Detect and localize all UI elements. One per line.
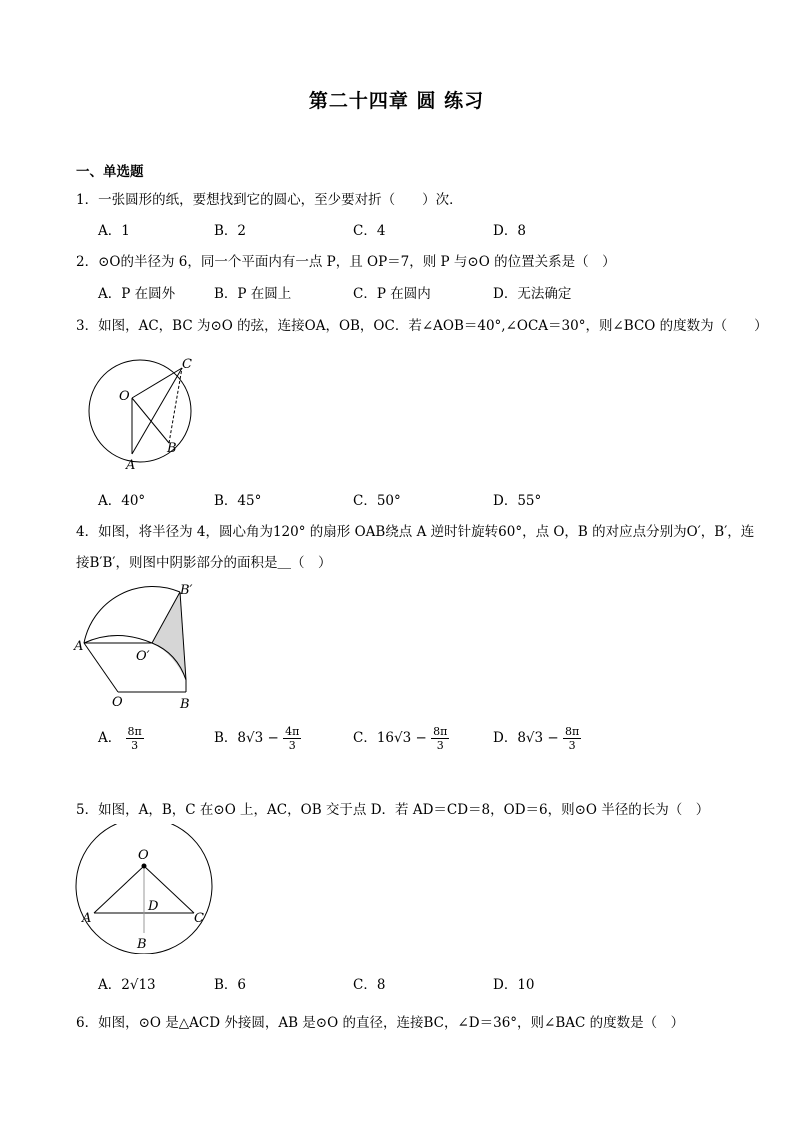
q1-option-a: A．1 bbox=[98, 223, 130, 239]
q5-label-o: O bbox=[138, 848, 149, 863]
q4-option-b bbox=[214, 725, 301, 752]
question-1-stem: 1．一张圆形的纸，要想找到它的圆心，至少要对折（ ）次． bbox=[76, 192, 463, 208]
q5-option-b: B．6 bbox=[214, 977, 247, 993]
q4-option-c-num: 8π bbox=[433, 725, 448, 738]
q2-option-b: B．P 在圆上 bbox=[214, 286, 292, 302]
q4-option-b-num: 4π bbox=[285, 725, 300, 738]
q4-label-o: O bbox=[112, 695, 123, 710]
q4-option-b-den: 3 bbox=[288, 739, 296, 752]
q3-label-o: O bbox=[119, 389, 130, 404]
q4-label-b-prime: B′ bbox=[180, 583, 193, 598]
q4-option-b-prefix: B．8√3 − bbox=[214, 730, 279, 746]
q4-option-a-den: 3 bbox=[131, 739, 139, 752]
q4-option-c-den: 3 bbox=[436, 739, 444, 752]
page-title: 第二十四章 圆 练习 bbox=[308, 90, 485, 112]
q5-segment-oa bbox=[94, 866, 144, 913]
q5-label-b: B bbox=[137, 937, 147, 952]
question-2-stem: 2．⊙O的半径为 6，同一个平面内有一点 P，且 OP＝7，则 P 与⊙O 的位置关系是（ ） bbox=[76, 254, 616, 270]
q4-label-b: B bbox=[180, 697, 190, 712]
q5-option-d: D．10 bbox=[493, 977, 535, 993]
q4-option-a-num: 8π bbox=[127, 725, 142, 738]
question-5-stem: 5．如图，A，B，C 在⊙O 上，AC，OB 交于点 D．若 AD＝CD＝8，OD＝6，则⊙O 半径的长为（ ） bbox=[76, 802, 710, 818]
q4-option-d-den: 3 bbox=[568, 739, 576, 752]
q5-option-a: A．2√13 bbox=[98, 977, 156, 993]
question-6-stem: 6．如图，⊙O 是△ACD 外接圆，AB 是⊙O 的直径，连接BC，∠D＝36°，则∠BAC 的度数是（ ） bbox=[76, 1015, 685, 1031]
q4-option-c-prefix: C．16√3 − bbox=[353, 730, 427, 746]
q4-option-d-fraction bbox=[563, 725, 581, 752]
q5-label-a: A bbox=[82, 911, 92, 926]
q3-option-c: C．50° bbox=[353, 493, 401, 509]
q4-option-d-num: 8π bbox=[565, 725, 580, 738]
question-3-stem: 3．如图，AC，BC 为⊙O 的弦，连接OA，OB，OC．若∠AOB＝40°,∠OCA＝30°，则∠BCO 的度数为（ ） bbox=[76, 318, 768, 334]
q4-sector-figure bbox=[72, 580, 202, 712]
q4-segment-ao bbox=[84, 643, 118, 692]
q4-label-o-prime: O′ bbox=[136, 649, 150, 664]
q3-option-b: B．45° bbox=[214, 493, 262, 509]
q4-option-d-prefix: D．8√3 − bbox=[493, 730, 559, 746]
question-4-stem-line2: 接B′B′，则图中阴影部分的面积是＿（ ） bbox=[76, 555, 332, 571]
q4-option-a-fraction bbox=[126, 725, 144, 752]
q4-option-c-fraction bbox=[431, 725, 449, 752]
q3-segment-oc bbox=[132, 368, 182, 398]
q1-option-b: B．2 bbox=[214, 223, 247, 239]
section-heading: 一、单选题 bbox=[76, 164, 144, 180]
question-4-stem-line1: 4．如图，将半径为 4，圆心角为120° 的扇形 OAB绕点 A 逆时针旋转60°，点 O，B 的对应点分别为O′，B′，连 bbox=[76, 524, 755, 540]
q2-option-c: C．P 在圆内 bbox=[353, 286, 431, 302]
q2-option-a: A．P 在圆外 bbox=[98, 286, 176, 302]
q3-option-a: A．40° bbox=[98, 493, 146, 509]
q3-segment-ob bbox=[132, 398, 169, 443]
q4-option-c bbox=[353, 725, 449, 752]
q3-label-a: A bbox=[126, 458, 136, 473]
q5-option-c: C．8 bbox=[353, 977, 386, 993]
q1-option-d: D．8 bbox=[493, 223, 526, 239]
q4-option-a bbox=[98, 725, 144, 752]
q5-center-dot bbox=[142, 864, 147, 869]
q3-label-c: C bbox=[182, 357, 192, 372]
q5-label-d: D bbox=[148, 899, 159, 914]
q4-option-a-prefix: A． bbox=[98, 730, 122, 746]
q2-option-d: D．无法确定 bbox=[493, 286, 572, 302]
q1-option-c: C．4 bbox=[353, 223, 386, 239]
q3-circle-figure bbox=[74, 356, 206, 476]
q5-label-c: C bbox=[194, 911, 204, 926]
q3-label-b: B bbox=[167, 441, 177, 456]
q4-option-d bbox=[493, 725, 581, 752]
q3-option-d: D．55° bbox=[493, 493, 542, 509]
q4-option-b-fraction bbox=[283, 725, 301, 752]
q5-circle-figure bbox=[72, 824, 218, 954]
q4-label-a: A bbox=[74, 639, 84, 654]
